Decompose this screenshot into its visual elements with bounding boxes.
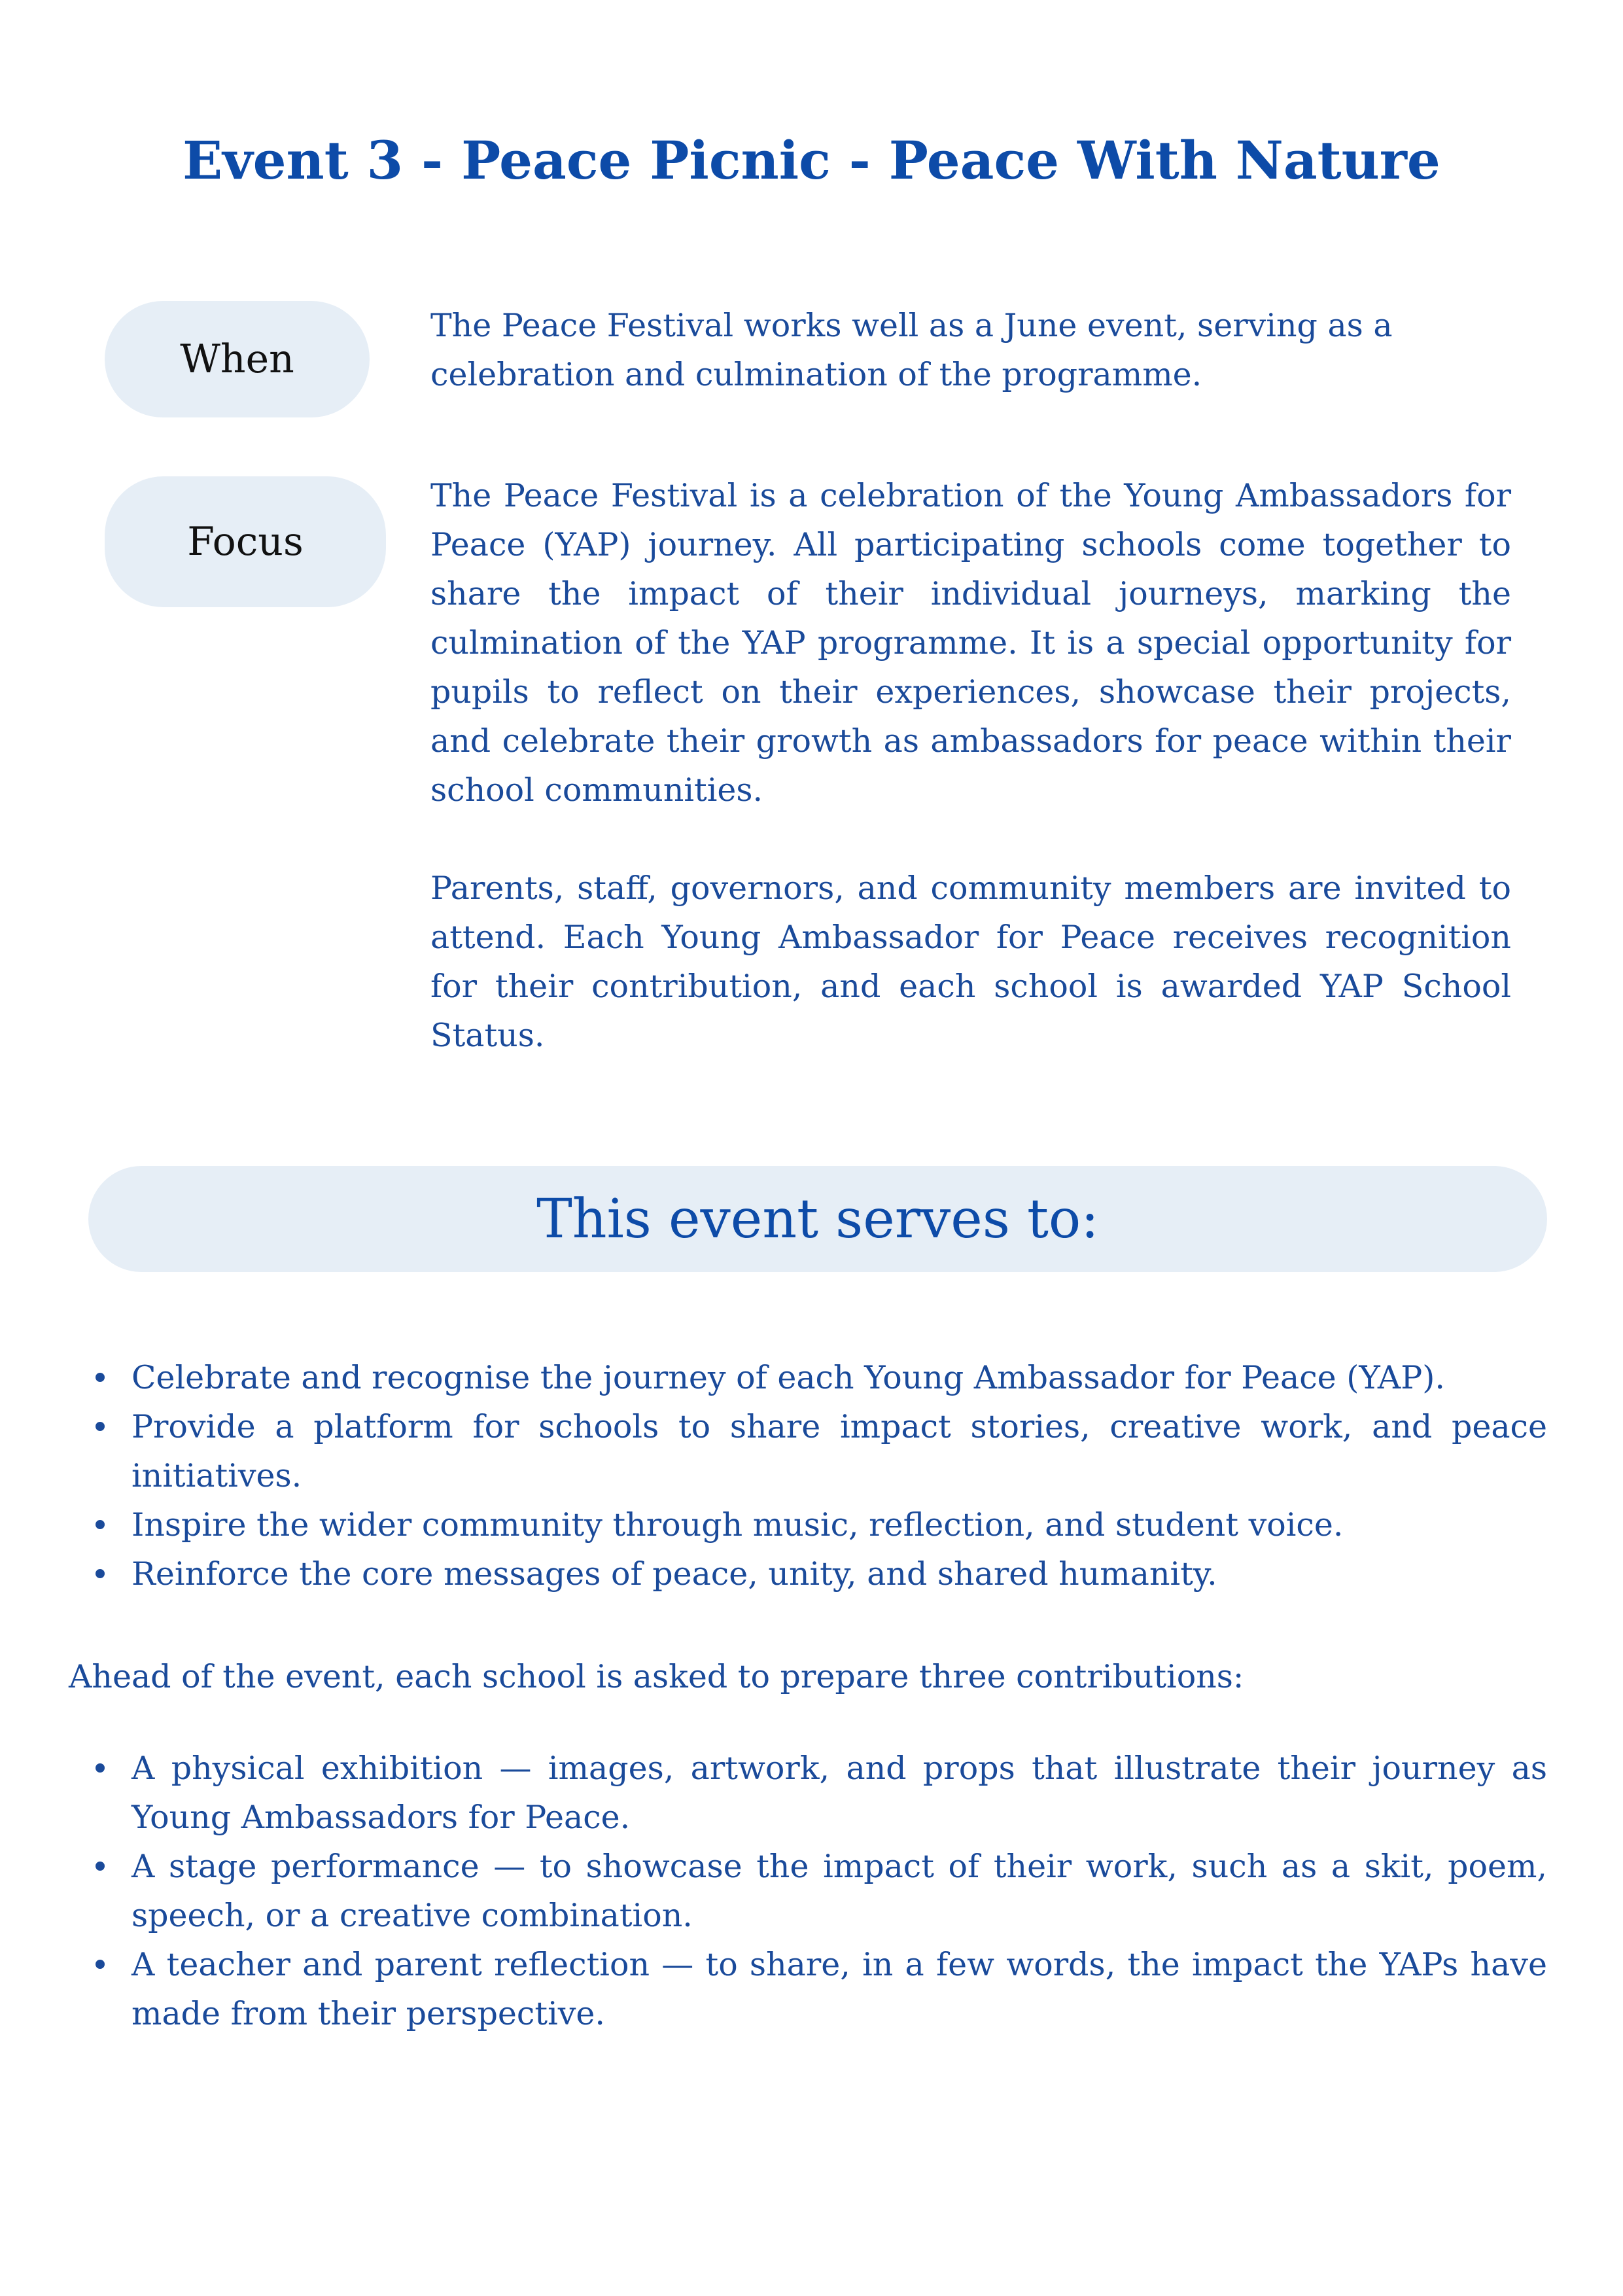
contributions-intro: Ahead of the event, each school is asked to prepare three contributions:	[69, 1658, 1244, 1695]
serves-list	[69, 1353, 1547, 1598]
list-item: Reinforce the core messages of peace, unity, and shared humanity.	[131, 1549, 1547, 1598]
when-label: When	[180, 336, 294, 382]
focus-paragraph: The Peace Festival is a celebration of the Young Ambassadors for Peace (YAP) journey. All participating schools come together to share the impact of their individual journeys, marking the culmination of the YAP programme. It is a special opportunity for pupils to reflect on their experiences, showcase their projects, and celebrate their growth as ambassadors for peace within their school communities.	[430, 477, 1511, 809]
when-text: The Peace Festival works well as a June event, serving as a celebration and culmination of the programme.	[430, 307, 1393, 393]
focus-label-pill	[105, 476, 386, 607]
list-item: A stage performance — to showcase the impact of their work, such as a skit, poem, speech, or a creative combination.	[131, 1842, 1547, 1940]
list-item: A teacher and parent reflection — to share, in a few words, the impact the YAPs have made from their perspective.	[131, 1940, 1547, 2038]
page-title: Event 3 - Peace Picnic - Peace With Nature	[183, 130, 1440, 191]
focus-label: Focus	[187, 519, 304, 565]
list-item: A physical exhibition — images, artwork, and props that illustrate their journey as Young Ambassadors for Peace.	[131, 1744, 1547, 1842]
serves-heading: This event serves to:	[536, 1188, 1099, 1250]
serves-heading-banner	[88, 1166, 1547, 1272]
list-item: Inspire the wider community through music, reflection, and student voice.	[131, 1500, 1547, 1549]
list-item: Provide a platform for schools to share impact stories, creative work, and peace initiatives.	[131, 1402, 1547, 1500]
when-label-pill	[105, 301, 370, 417]
list-item: Celebrate and recognise the journey of each Young Ambassador for Peace (YAP).	[131, 1353, 1547, 1402]
contributions-list	[69, 1744, 1547, 2038]
focus-paragraph: Parents, staff, governors, and community members are invited to attend. Each Young Ambassador for Peace receives recognition for their contribution, and each school is awarded YAP School Status.	[430, 870, 1511, 1054]
